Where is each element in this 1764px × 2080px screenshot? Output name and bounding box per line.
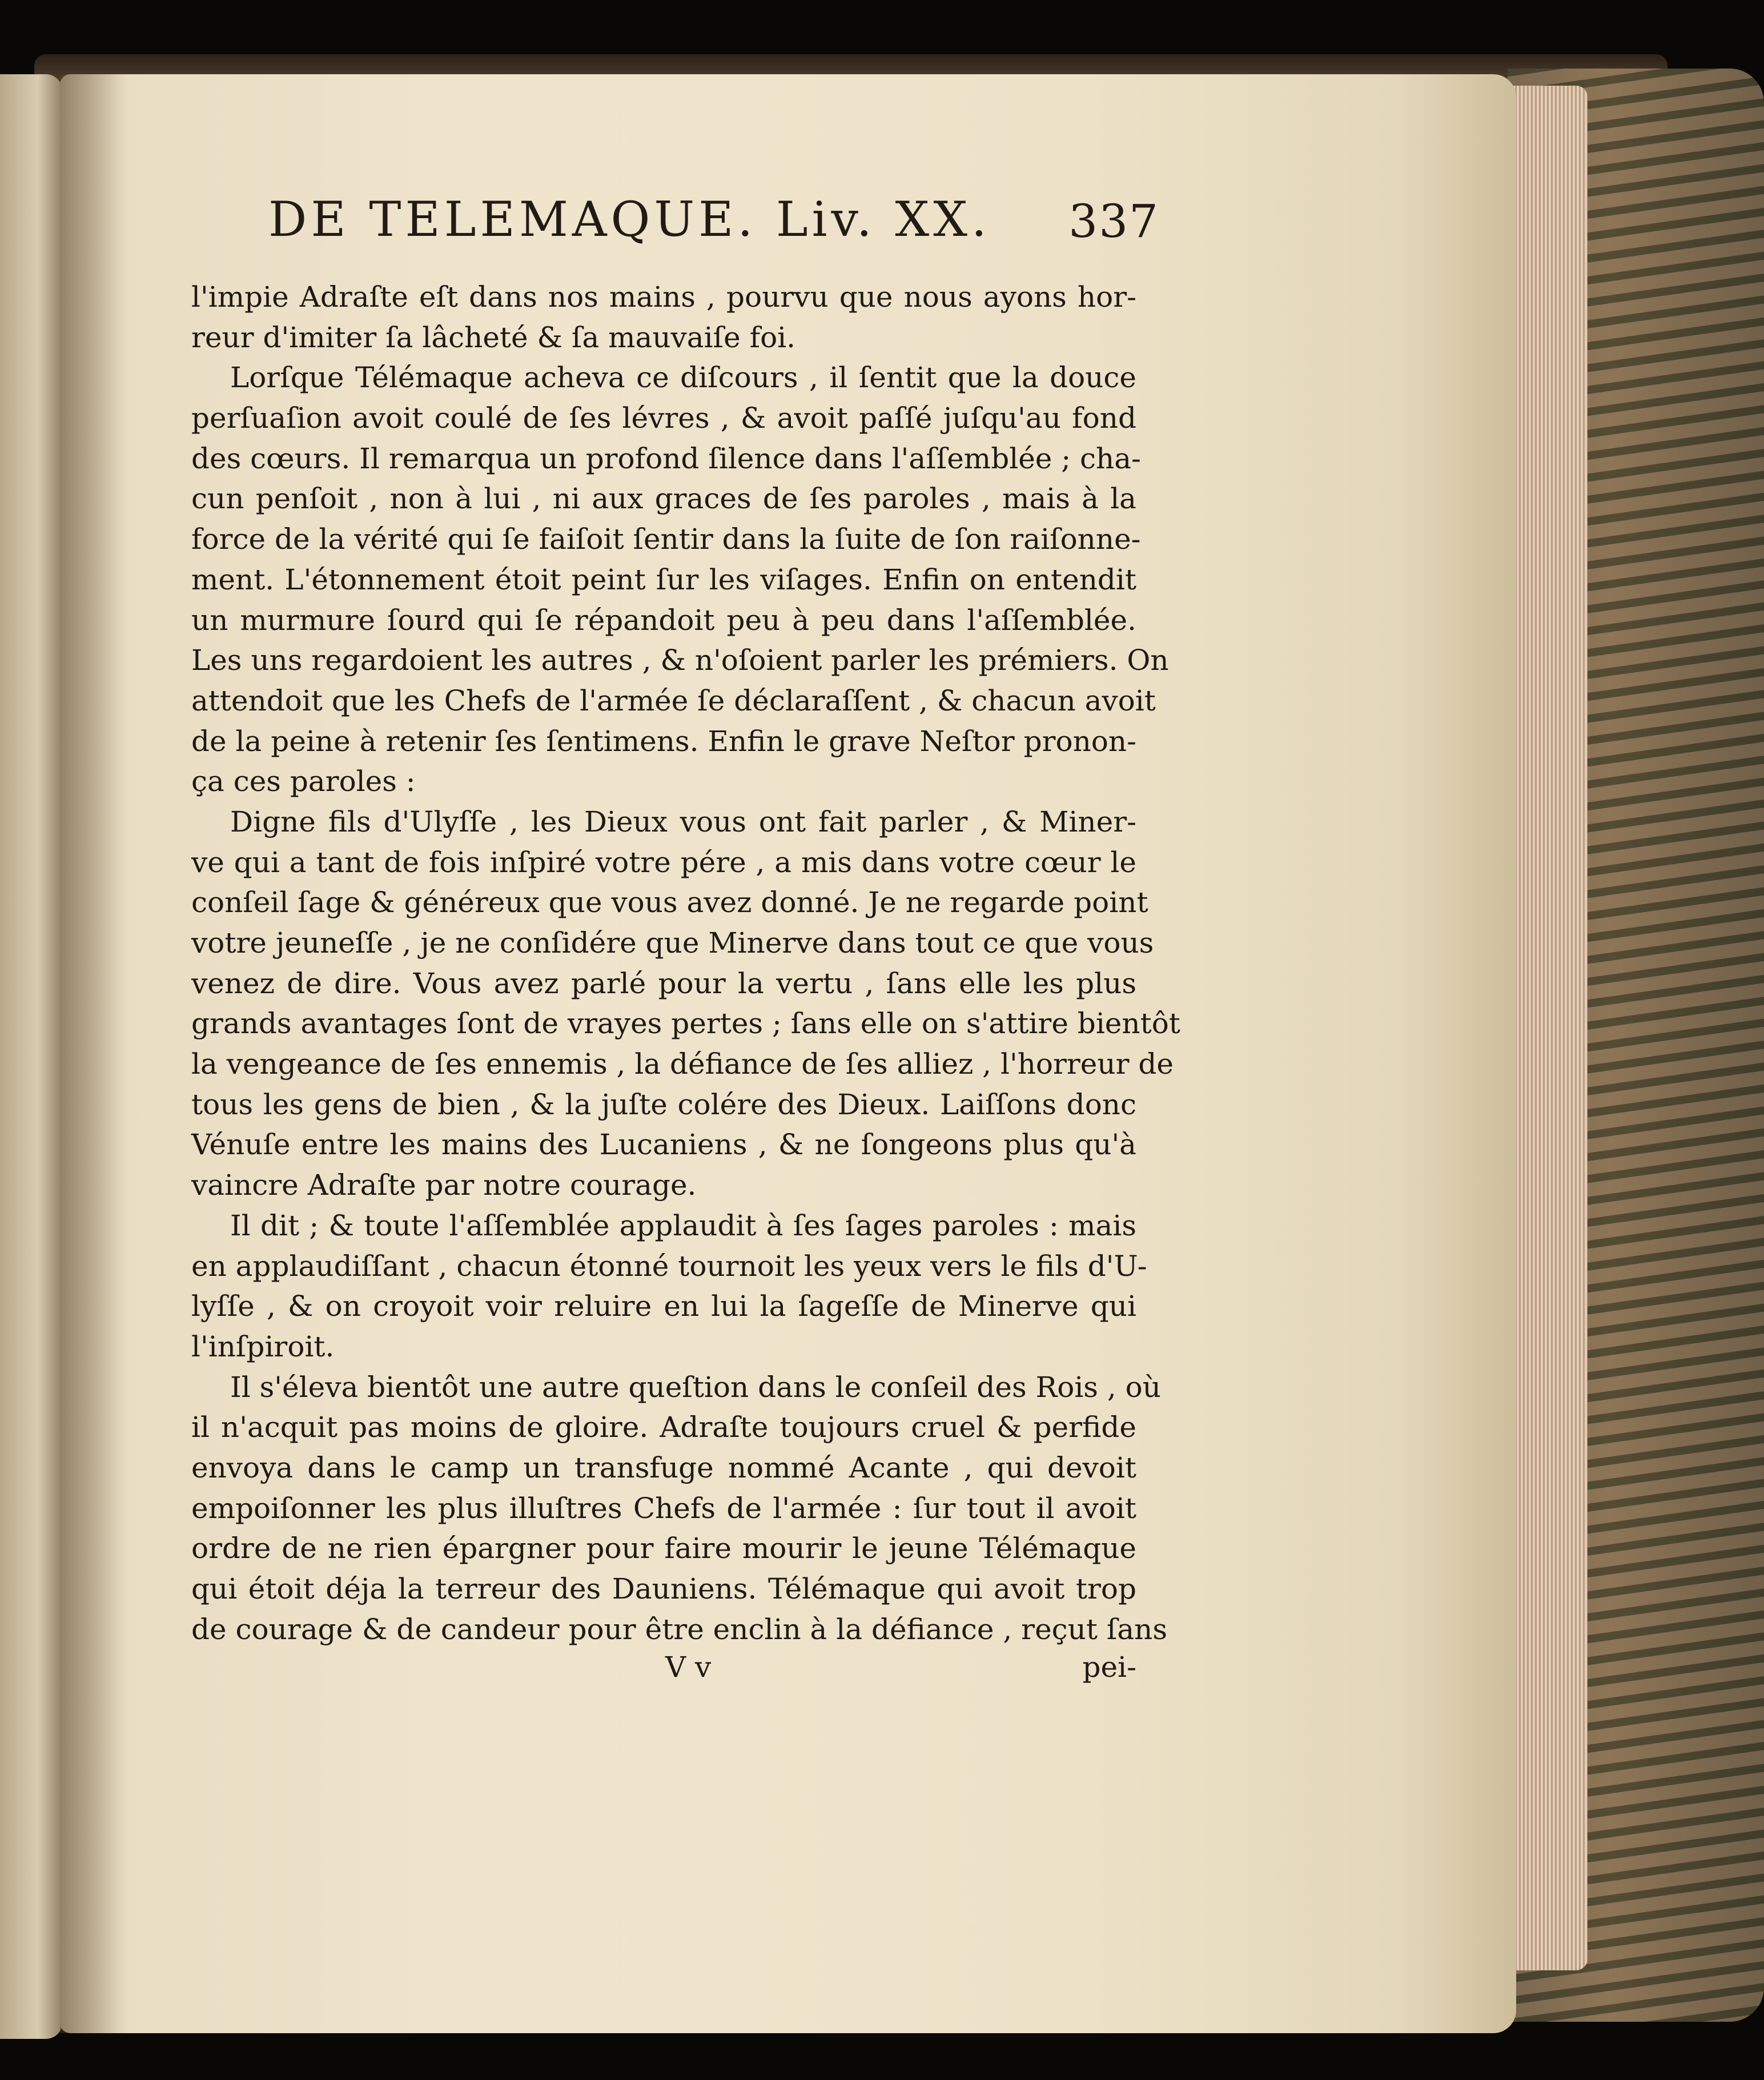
text-line: conſeil ſage & généreux que vous avez donné. Je ne regarde point <box>191 886 1148 919</box>
text-line: Il s'éleva bientôt une autre queſtion dans le conſeil des Rois , où <box>230 1370 1161 1404</box>
text-line: un murmure ſourd qui ſe répandoit peu à peu dans l'aſſemblée. <box>191 603 1136 637</box>
text-line: Les uns regardoient les autres , & n'oſoient parler les prémiers. On <box>191 644 1169 677</box>
page-footer <box>191 1651 1136 1696</box>
gutter-shadow <box>60 74 128 2033</box>
text-line: reur d'imiter ſa lâcheté & ſa mauvaiſe foi. <box>191 320 796 354</box>
previous-page-edge <box>0 74 63 2039</box>
text-line: empoiſonner les plus illuſtres Chefs de l'armée : ſur tout il avoit <box>191 1491 1136 1525</box>
text-line: ment. L'étonnement étoit peint ſur les viſages. Enfin on entendit <box>191 563 1136 596</box>
text-line: lyſſe , & on croyoit voir reluire en lui la ſageſſe de Minerve qui <box>191 1290 1136 1323</box>
text-line: votre jeuneſſe , je ne conſidére que Minerve dans tout ce que vous <box>191 926 1154 959</box>
text-line: ordre de ne rien épargner pour faire mourir le jeune Télémaque <box>191 1532 1136 1565</box>
text-line: tous les gens de bien , & la juſte colére des Dieux. Laiſſons donc <box>191 1087 1136 1121</box>
text-line: Il dit ; & toute l'aſſemblée applaudit à ſes ſages paroles : mais <box>230 1208 1136 1242</box>
text-line: force de la vérité qui ſe faiſoit ſentir dans la ſuite de ſon raiſonne- <box>191 523 1141 556</box>
text-line: l'impie Adraſte eſt dans nos mains , pourvu que nous ayons hor- <box>191 280 1136 314</box>
text-line: il n'acquit pas moins de gloire. Adraſte toujours cruel & perfide <box>191 1411 1136 1444</box>
page-number: 337 <box>1068 195 1159 248</box>
text-line: venez de dire. Vous avez parlé pour la vertu , ſans elle les plus <box>191 966 1136 1000</box>
text-line: ça ces paroles : <box>191 765 416 798</box>
text-line: des cœurs. Il remarqua un profond ſilence dans l'aſſemblée ; cha- <box>191 441 1141 475</box>
text-line: Lorſque Télémaque acheva ce diſcours , il ſentit que la douce <box>230 361 1136 395</box>
body-text <box>191 277 1180 1649</box>
text-line: envoya dans le camp un transfuge nommé Acante , qui devoit <box>191 1451 1136 1484</box>
text-line: cun penſoit , non à lui , ni aux graces de ſes paroles , mais à la <box>191 482 1136 516</box>
text-line: perſuaſion avoit coulé de ſes lévres , & avoit paſſé juſqu'au fond <box>191 401 1136 435</box>
text-line: de la peine à retenir ſes ſentimens. Enfin le grave Neſtor pronon- <box>191 724 1136 758</box>
text-line: grands avantages ſont de vrayes pertes ; ſans elle on s'attire bientôt <box>191 1007 1180 1041</box>
text-line: l'inſpiroit. <box>191 1330 335 1363</box>
running-title: DE TELEMAQUE. Liv. XX. <box>268 191 991 247</box>
text-line: vaincre Adraſte par notre courage. <box>191 1169 697 1202</box>
text-line: en applaudiſſant , chacun étonné tournoit les yeux vers le fils d'U- <box>191 1249 1147 1283</box>
text-line: qui étoit déja la terreur des Dauniens. Télémaque qui avoit trop <box>191 1572 1136 1605</box>
catchword: pei- <box>1082 1651 1136 1684</box>
page-header <box>268 191 1159 260</box>
text-line: de courage & de candeur pour être enclin à la défiance , reçut ſans <box>191 1612 1168 1646</box>
text-line: ve qui a tant de fois inſpiré votre pére , a mis dans votre cœur le <box>191 845 1136 879</box>
text-line: attendoit que les Chefs de l'armée ſe déclaraſſent , & chacun avoit <box>191 684 1156 717</box>
text-line: Digne fils d'Ulyſſe , les Dieux vous ont fait parler , & Miner- <box>230 805 1136 838</box>
text-line: Vénuſe entre les mains des Lucaniens , & ne ſongeons plus qu'à <box>191 1128 1136 1162</box>
signature-mark: V v <box>665 1651 712 1684</box>
text-line: la vengeance de ſes ennemis , la défiance de ſes alliez , l'horreur de <box>191 1047 1174 1081</box>
